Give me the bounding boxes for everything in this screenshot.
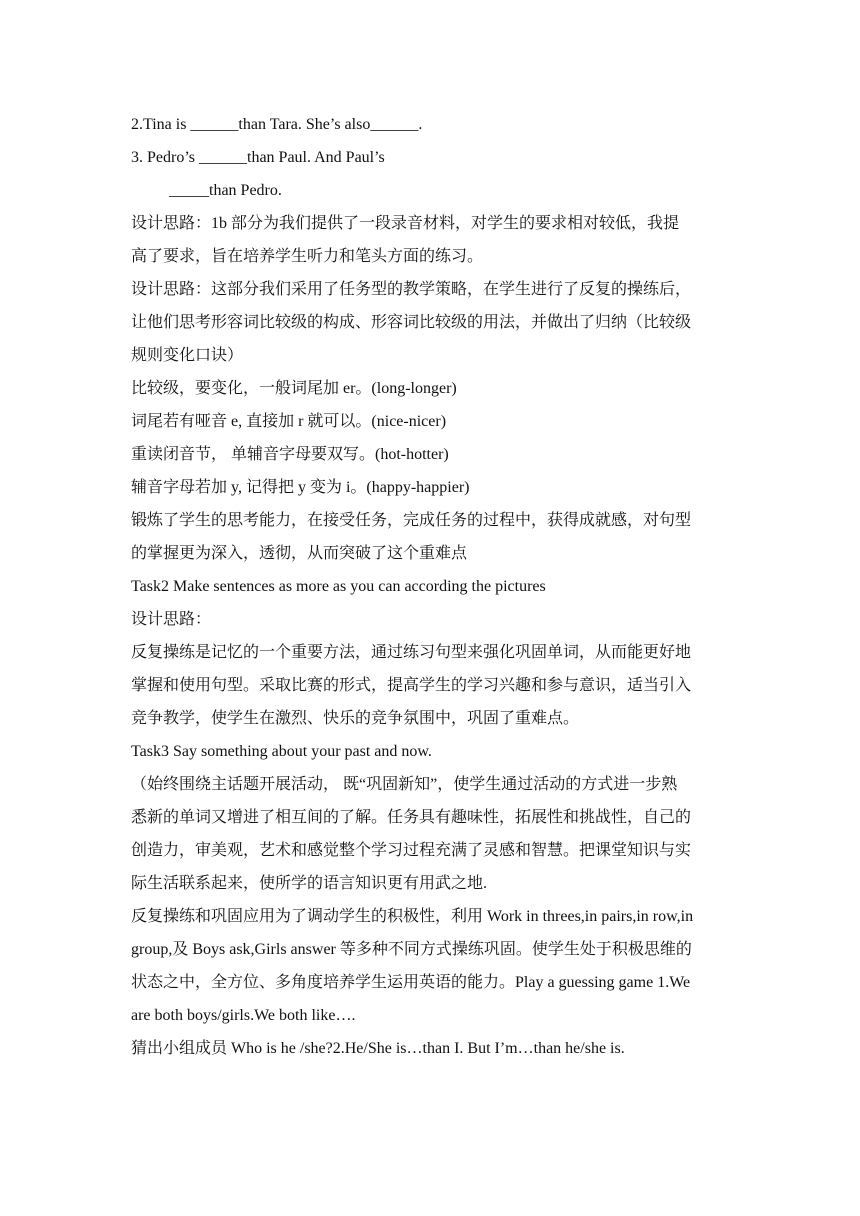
rule-line-4: 辅音字母若加 y, 记得把 y 变为 i。(happy-happier) bbox=[131, 479, 470, 496]
task3-note-line-3: 创造力，审美观，艺术和感觉整个学习过程充满了灵感和智慧。把课堂知识与实 bbox=[131, 842, 692, 859]
exercise-line-3-continued: _____than Pedro. bbox=[169, 182, 282, 199]
practice-line-2: group,及 Boys ask,Girls answer 等多种不同方式操练巩固。使学生处于积极思维的 bbox=[131, 941, 692, 958]
practice-line-3: 状态之中，全方位、多角度培养学生运用英语的能力。Play a guessing game 1.We bbox=[131, 974, 691, 991]
design-idea-1-line-2: 高了要求，旨在培养学生听力和笔头方面的练习。 bbox=[131, 248, 484, 265]
exercise-line-2: 2.Tina is ______than Tara. She’s also______. bbox=[131, 116, 423, 133]
design-idea-2-line-1: 设计思路：这部分我们采用了任务型的教学策略，在学生进行了反复的操练后， bbox=[131, 281, 692, 298]
task3-note-line-1: （始终围绕主话题开展活动， 既“巩固新知”，使学生通过活动的方式进一步熟 bbox=[131, 776, 678, 793]
rule-line-3: 重读闭音节， 单辅音字母要双写。(hot-hotter) bbox=[131, 446, 449, 463]
exercise-line-3: 3. Pedro’s ______than Paul. And Paul’s bbox=[131, 149, 385, 166]
summary-line-2: 的掌握更为深入，透彻，从而突破了这个重难点 bbox=[131, 545, 468, 562]
design-idea-3-label: 设计思路： bbox=[131, 611, 212, 628]
design-idea-3-line-2: 掌握和使用句型。采取比赛的形式，提高学生的学习兴趣和参与意识，适当引入 bbox=[131, 677, 692, 694]
design-idea-1-line-1: 设计思路：1b 部分为我们提供了一段录音材料，对学生的要求相对较低，我提 bbox=[131, 215, 680, 232]
task3-heading: Task3 Say something about your past and now. bbox=[131, 743, 432, 760]
task3-note-line-2: 悉新的单词又增进了相互间的了解。任务具有趣味性，拓展性和挑战性，自己的 bbox=[131, 809, 692, 826]
summary-line-1: 锻炼了学生的思考能力，在接受任务，完成任务的过程中，获得成就感，对句型 bbox=[131, 512, 692, 529]
practice-line-4: are both boys/girls.We both like…. bbox=[131, 1007, 356, 1024]
rule-line-1: 比较级，要变化，一般词尾加 er。(long-longer) bbox=[131, 380, 457, 397]
design-idea-3-line-3: 竞争教学，使学生在激烈、快乐的竞争氛围中，巩固了重难点。 bbox=[131, 710, 580, 727]
document-body bbox=[131, 108, 731, 1065]
design-idea-2-line-3: 规则变化口诀） bbox=[131, 347, 244, 364]
task2-heading: Task2 Make sentences as more as you can according the pictures bbox=[131, 578, 546, 595]
rule-line-2: 词尾若有哑音 e, 直接加 r 就可以。(nice-nicer) bbox=[131, 413, 447, 430]
task3-note-line-4: 际生活联系起来，使所学的语言知识更有用武之地. bbox=[131, 875, 488, 892]
guessing-game-line: 猜出小组成员 Who is he /she?2.He/She is…than I. But I’m…than he/she is. bbox=[131, 1040, 625, 1057]
design-idea-3-line-1: 反复操练是记忆的一个重要方法，通过练习句型来强化巩固单词，从而能更好地 bbox=[131, 644, 692, 661]
design-idea-2-line-2: 让他们思考形容词比较级的构成、形容词比较级的用法，并做出了归纳（比较级 bbox=[131, 314, 692, 331]
practice-line-1: 反复操练和巩固应用为了调动学生的积极性，利用 Work in threes,in pairs,in row,in bbox=[131, 908, 694, 925]
